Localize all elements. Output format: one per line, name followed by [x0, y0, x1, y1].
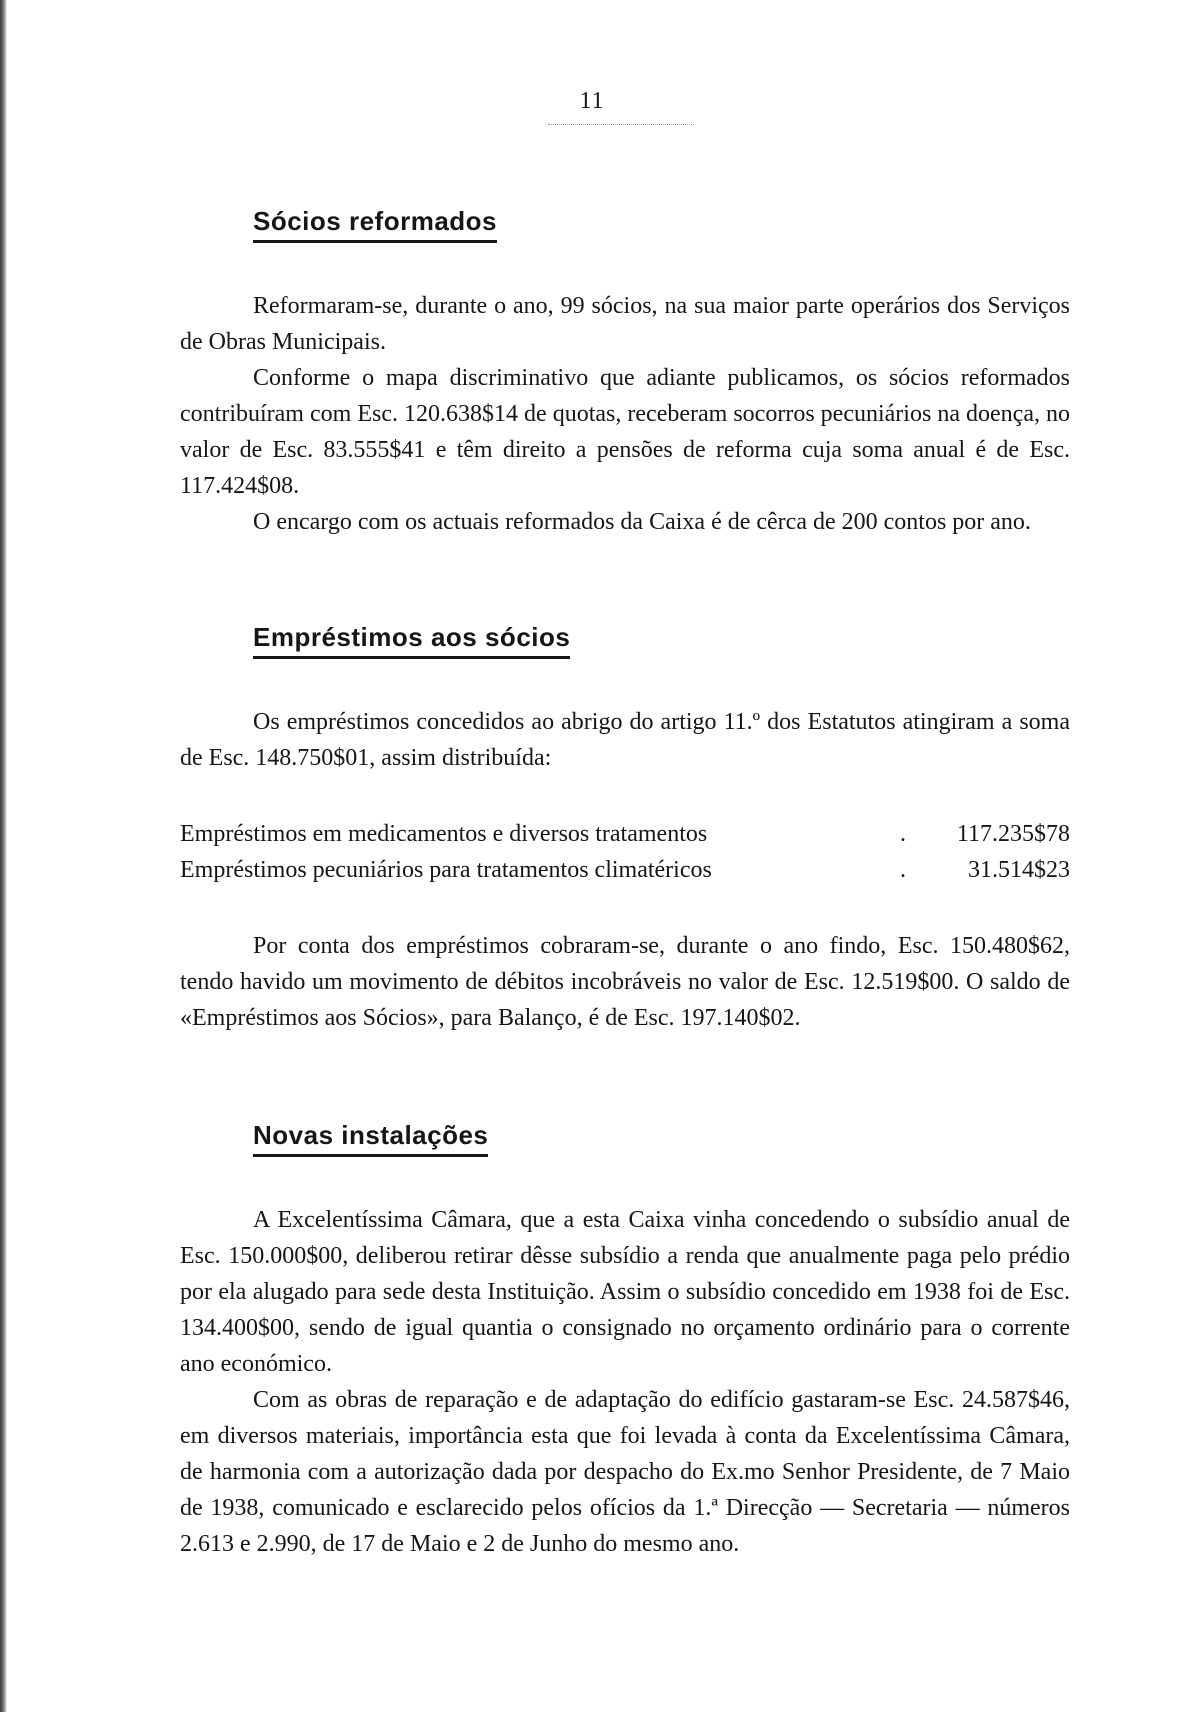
scan-edge	[0, 0, 7, 1712]
section-emprestimos-body	[180, 704, 1070, 776]
loans-table	[180, 816, 1070, 888]
row-value: 117.235$78	[956, 821, 1070, 847]
row-dot: .	[900, 857, 906, 883]
heading-emprestimos-aos-socios: Empréstimos aos sócios	[253, 620, 570, 659]
paragraph: Conforme o mapa discriminativo que adiante publicamos, os sócios reformados contribuíram com Esc. 120.638$14 de quotas, receberam socorros pecuniários na doença, no valor de Esc. 83.555$41 e têm direito a pensões de reforma cuja soma anual é de Esc. 117.424$08.	[180, 365, 1070, 499]
heading-novas-instalacoes: Novas instalações	[253, 1118, 488, 1157]
paragraph: Com as obras de reparação e de adaptação do edifício gastaram-se Esc. 24.587$46, em diversos materiais, importância esta que foi levada à conta da Excelentíssima Câmara, de harmonia com a autorização dada por despacho do Ex.mo Senhor Presidente, de 7 Maio de 1938, comunicado e esclarecido pelos ofícios da 1.ª Direcção — Secretaria — números 2.613 e 2.990, de 17 de Maio e 2 de Junho do mesmo ano.	[180, 1387, 1070, 1557]
row-dot: .	[900, 821, 906, 847]
heading-socios-reformados: Sócios reformados	[253, 204, 497, 243]
section-emprestimos-body-after	[180, 928, 1070, 1036]
paragraph: O encargo com os actuais reformados da Caixa é de cêrca de 200 contos por ano.	[253, 509, 1031, 535]
row-value: 31.514$23	[968, 857, 1070, 883]
paragraph: Reformaram-se, durante o ano, 99 sócios, na sua maior parte operários dos Serviços de Obras Municipais.	[180, 293, 1070, 355]
page-number: 11	[579, 88, 605, 114]
paragraph: Por conta dos empréstimos cobraram-se, durante o ano findo, Esc. 150.480$62, tendo havido um movimento de débitos incobráveis no valor de Esc. 12.519$00. O saldo de «Empréstimos aos Sócios», para Balanço, é de Esc. 197.140$02.	[180, 933, 1070, 1031]
table-row	[180, 852, 1070, 888]
section-socios-reformados-body	[180, 288, 1070, 540]
page-number-rule	[548, 124, 694, 125]
row-label: Empréstimos pecuniários para tratamentos climatéricos	[180, 857, 712, 883]
paragraph: Os empréstimos concedidos ao abrigo do artigo 11.º dos Estatutos atingiram a soma de Esc. 148.750$01, assim distribuída:	[180, 709, 1070, 771]
paragraph: A Excelentíssima Câmara, que a esta Caixa vinha concedendo o subsídio anual de Esc. 150.000$00, deliberou retirar dêsse subsídio a renda que anualmente paga pelo prédio por ela alugado para sede desta Instituição. Assim o subsídio concedido em 1938 foi de Esc. 134.400$00, sendo de igual quantia o consignado no orçamento ordinário para o corrente ano económico.	[180, 1207, 1070, 1377]
row-label: Empréstimos em medicamentos e diversos tratamentos	[180, 821, 708, 847]
table-row	[180, 816, 1070, 852]
section-novas-instalacoes-body	[180, 1202, 1070, 1562]
